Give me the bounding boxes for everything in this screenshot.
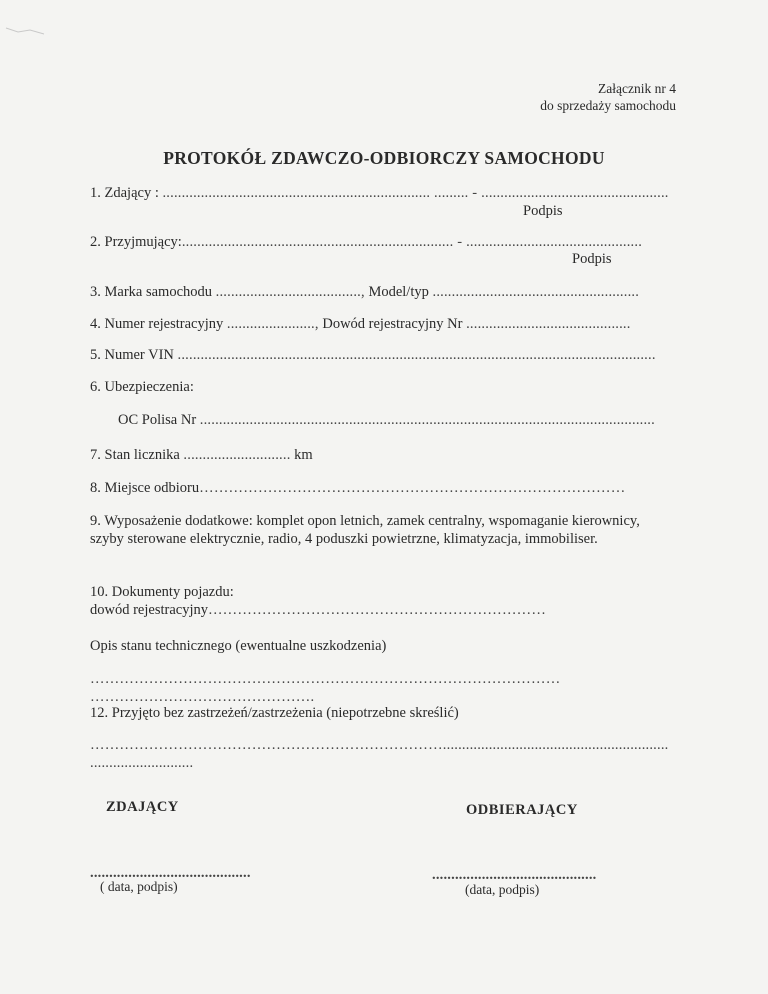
attachment-line-1: Załącznik nr 4: [598, 81, 676, 96]
field-3-label: 3. Marka samochodu: [90, 284, 213, 300]
field-7-dots: ............................: [183, 447, 291, 463]
field-2-row: [90, 233, 642, 251]
field-3-model-label: Model/typ: [368, 284, 429, 300]
field-6-policy-row: [118, 411, 655, 429]
field-10-doc-row: [90, 601, 546, 619]
field-4-label: 4. Numer rejestracyjny: [90, 316, 224, 332]
field-12-dots-1: ………………………………………………………………...........................................................: [90, 737, 669, 753]
field-1-row: [90, 184, 669, 202]
sig-left-caption: ( data, podpis): [100, 879, 178, 894]
sig-right-caption: (data, podpis): [465, 882, 540, 897]
field-2-label: 2. Przyjmujący:: [90, 234, 182, 250]
field-4-doc-label: Dowód rejestracyjny Nr: [322, 316, 463, 332]
sig-right-dots: ...........................................: [432, 867, 597, 883]
field-4-row: [90, 315, 631, 333]
field-1-dots: ...................................................................... ......... - .................................................: [162, 185, 669, 201]
condition-label: Opis stanu technicznego (ewentualne uszkodzenia): [90, 638, 387, 654]
sig-right-label: ODBIERAJĄCY: [466, 802, 578, 818]
field-2-dots: ....................................................................... - ..............................................: [181, 234, 643, 250]
field-1-signature-label: Podpis: [523, 203, 563, 219]
field-7-label: 7. Stan licznika: [90, 447, 180, 463]
field-4-dots-reg: .......................,: [226, 316, 319, 332]
field-6-label: 6. Ubezpieczenia:: [90, 379, 194, 395]
field-2-signature-label: Podpis: [572, 251, 612, 267]
field-1-label: 1. Zdający :: [90, 185, 159, 201]
field-3-dots-model: ......................................................: [432, 284, 640, 300]
field-5-row: [90, 346, 656, 364]
field-6-policy-label: OC Polisa Nr: [118, 412, 197, 428]
field-6-policy-dots: .......................................................................................................................: [199, 412, 655, 428]
page-title: PROTOKÓŁ ZDAWCZO-ODBIORCZY SAMOCHODU: [163, 148, 605, 168]
attachment-line-2: do sprzedaży samochodu: [540, 98, 676, 113]
field-3-dots-brand: ......................................,: [215, 284, 365, 300]
scan-artifact: [4, 18, 52, 48]
field-12-label: 12. Przyjęto bez zastrzeżeń/zastrzeżenia (niepotrzebne skreślić): [90, 705, 459, 721]
condition-dots-2: ……………………………………….: [90, 689, 315, 705]
field-5-label: 5. Numer VIN: [90, 347, 174, 363]
field-5-dots: .............................................................................................................................: [177, 347, 656, 363]
field-12-dots-2: ...........................: [90, 755, 194, 771]
field-10-label: 10. Dokumenty pojazdu:: [90, 584, 234, 600]
sig-left-dots: ..........................................: [90, 865, 251, 881]
field-3-row: [90, 283, 639, 301]
field-7-row: [90, 446, 313, 464]
field-9-text: 9. Wyposażenie dodatkowe: komplet opon letnich, zamek centralny, wspomaganie kierownicy, szyby sterowane elektrycznie, radio, 4 poduszki powietrzne, klimatyzacja, immobiliser.: [90, 513, 640, 547]
condition-dots-1: ……………………………………………………………………………………: [90, 671, 561, 687]
field-10-doc-label: dowód rejestracyjny: [90, 602, 208, 618]
field-7-unit: km: [294, 447, 313, 463]
field-4-dots-doc: ...........................................: [466, 316, 631, 332]
field-10-doc-dots: ……………………………………………………………: [207, 602, 547, 618]
field-8-label: 8. Miejsce odbioru: [90, 480, 200, 496]
sig-left-label: ZDAJĄCY: [106, 799, 179, 815]
field-8-row: [90, 479, 625, 497]
field-8-dots: ……………………………………………………………………………: [199, 480, 626, 496]
